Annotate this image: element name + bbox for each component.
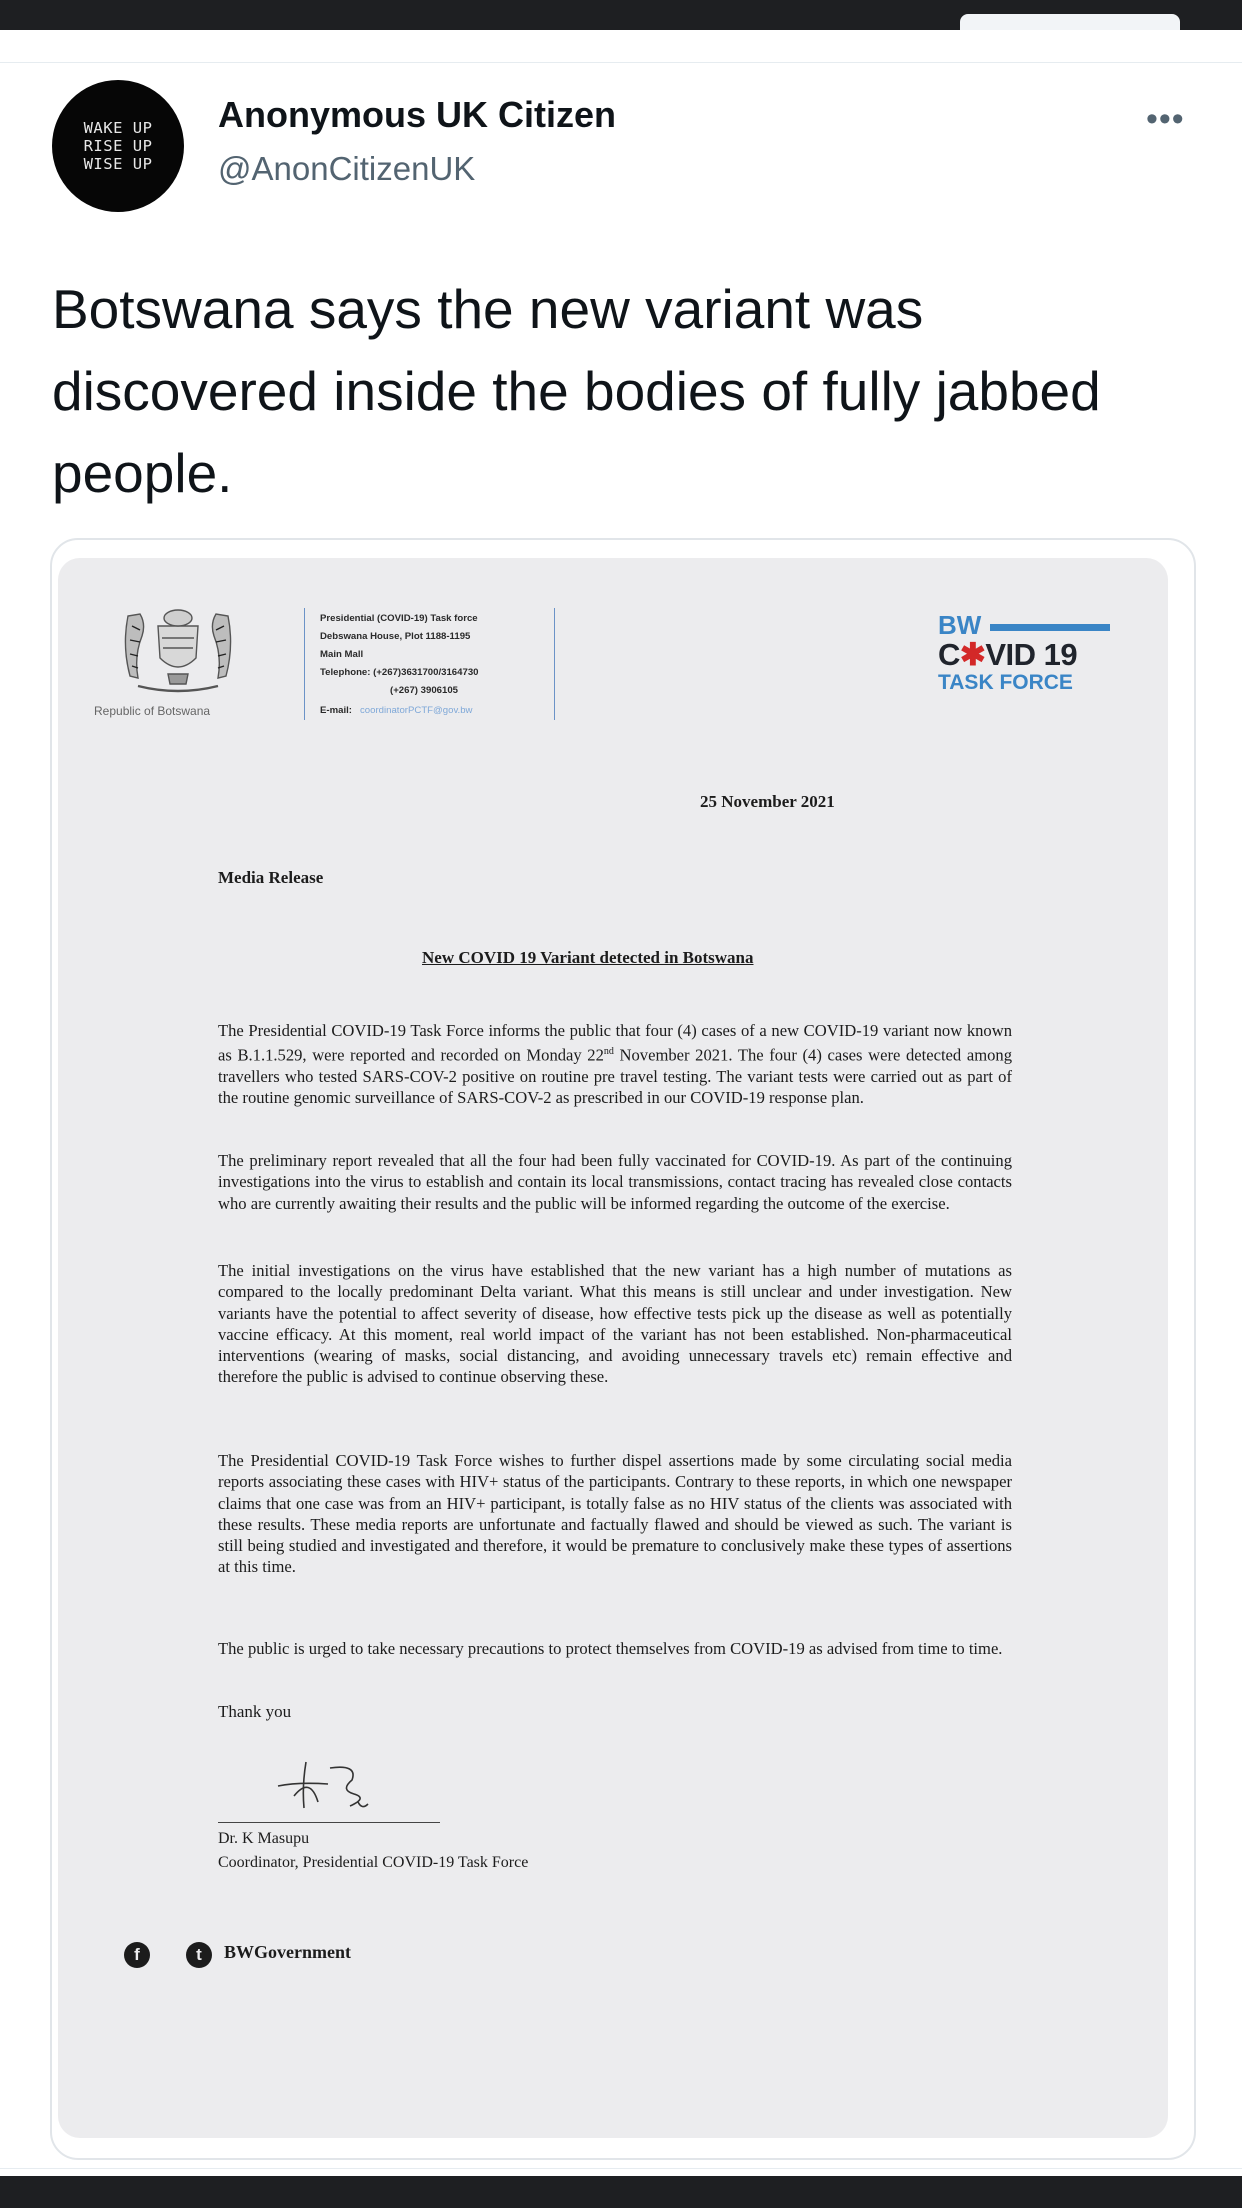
header-line: Telephone: (+267)3631700/3164730 xyxy=(320,667,479,678)
logo-bw: BW xyxy=(938,610,982,640)
paragraph-2: The preliminary report revealed that all the four had been fully vaccinated for COVID-19. As part of the continuing investigations into the virus to establish and contain its local transmissions, contact tracing has revealed close contacts who are currently awaiting their results and the public will be informed regarding the outcome of the exercise. xyxy=(218,1151,1012,1213)
release-date: 25 November 2021 xyxy=(700,792,835,811)
status-bar xyxy=(0,0,1242,30)
divider xyxy=(0,62,1242,63)
header-divider xyxy=(554,608,555,720)
header-line: Presidential (COVID-19) Task force xyxy=(320,613,478,624)
document-title: New COVID 19 Variant detected in Botswana xyxy=(422,948,754,967)
email-link[interactable]: coordinatorPCTF@gov.bw xyxy=(360,705,473,716)
logo-covid19 xyxy=(938,638,1114,672)
header-line: E-mail: xyxy=(320,705,352,716)
navigation-bar xyxy=(0,2176,1242,2208)
paragraph-4: The Presidential COVID-19 Task Force wishes to further dispel assertions made by some circulating social media reports associating these cases with HIV+ status of the participants. Contrary to these reports, in which one newspaper claims that one case was from an HIV+ participant, is totally false as no HIV status of the clients was associated with these results. These media reports are unfortunate and factually flawed and should be viewed as such. The variant is still being studied and investigated and therefore, it would be premature to conclusively make these types of assertions at this time. xyxy=(218,1451,1012,1577)
coat-of-arms-icon xyxy=(108,596,248,706)
thank-you: Thank you xyxy=(218,1702,292,1721)
paragraph-1: The Presidential COVID-19 Task Force informs the public that four (4) cases of a new COVID-19 variant now known as B.1.1.529, were reported and recorded on Monday 22nd November 2021. The four (4) cases were detected among travellers who tested SARS-COV-2 positive on routine pre travel testing. The variant tests were carried out as part of the routine genomic surveillance of SARS-COV-2 as prescribed in our COVID-19 response plan. xyxy=(218,1021,1012,1108)
covid-task-force-logo xyxy=(938,612,1114,694)
signature-icon xyxy=(258,1746,408,1816)
social-handle: BWGovernment xyxy=(224,1942,351,1962)
divider xyxy=(0,2168,1242,2169)
avatar-text: WAKE UP RISE UP WISE UP xyxy=(83,119,153,173)
header-line: Debswana House, Plot 1188-1195 xyxy=(320,631,471,642)
header-line: (+267) 3906105 xyxy=(390,685,459,696)
paragraph-3: The initial investigations on the virus have established that the new variant has a high number of mutations as compared to the locally predominant Delta variant. What this means is still unclear and under investigation. New variants have the potential to affect severity of disease, how effective tests pick up the disease as well as potentially vaccine efficacy. At this moment, real world impact of the variant has not been established. Non-pharmaceutical interventions (wearing of masks, social distancing, and avoiding unnecessary travels etc) remain effective and therefore the public is advised to continue observing these. xyxy=(218,1261,1012,1387)
signatory-title: Coordinator, Presidential COVID-19 Task Force xyxy=(218,1854,529,1871)
author-name[interactable]: Anonymous UK Citizen xyxy=(218,94,617,135)
tab-indicator xyxy=(960,14,1180,30)
paragraph-5: The public is urged to take necessary precautions to protect themselves from COVID-19 as advised from time to time. xyxy=(218,1639,1003,1658)
twitter-icon: t xyxy=(186,1942,212,1968)
virus-icon: ✱ xyxy=(959,637,986,672)
media-release-label: Media Release xyxy=(218,868,324,887)
tweet-text: Botswana says the new variant was discovered inside the bodies of fully jabbed people. xyxy=(52,278,1101,504)
signature-line xyxy=(218,1822,440,1823)
logo-c: C xyxy=(938,637,960,672)
logo-bar xyxy=(990,624,1110,631)
emblem-caption: Republic of Botswana xyxy=(94,704,211,718)
author-handle[interactable]: @AnonCitizenUK xyxy=(218,150,476,187)
signatory-name: Dr. K Masupu xyxy=(218,1830,310,1847)
logo-vid19: VID 19 xyxy=(985,637,1078,672)
logo-task-force: TASK FORCE xyxy=(938,671,1073,694)
facebook-icon: f xyxy=(124,1942,150,1968)
more-options-icon[interactable]: ••• xyxy=(1146,100,1185,138)
header-divider xyxy=(304,608,305,720)
press-release-document xyxy=(58,558,1168,2138)
avatar[interactable] xyxy=(52,80,184,212)
tweet-media-image[interactable] xyxy=(50,538,1196,2160)
header-line: Main Mall xyxy=(320,649,364,660)
